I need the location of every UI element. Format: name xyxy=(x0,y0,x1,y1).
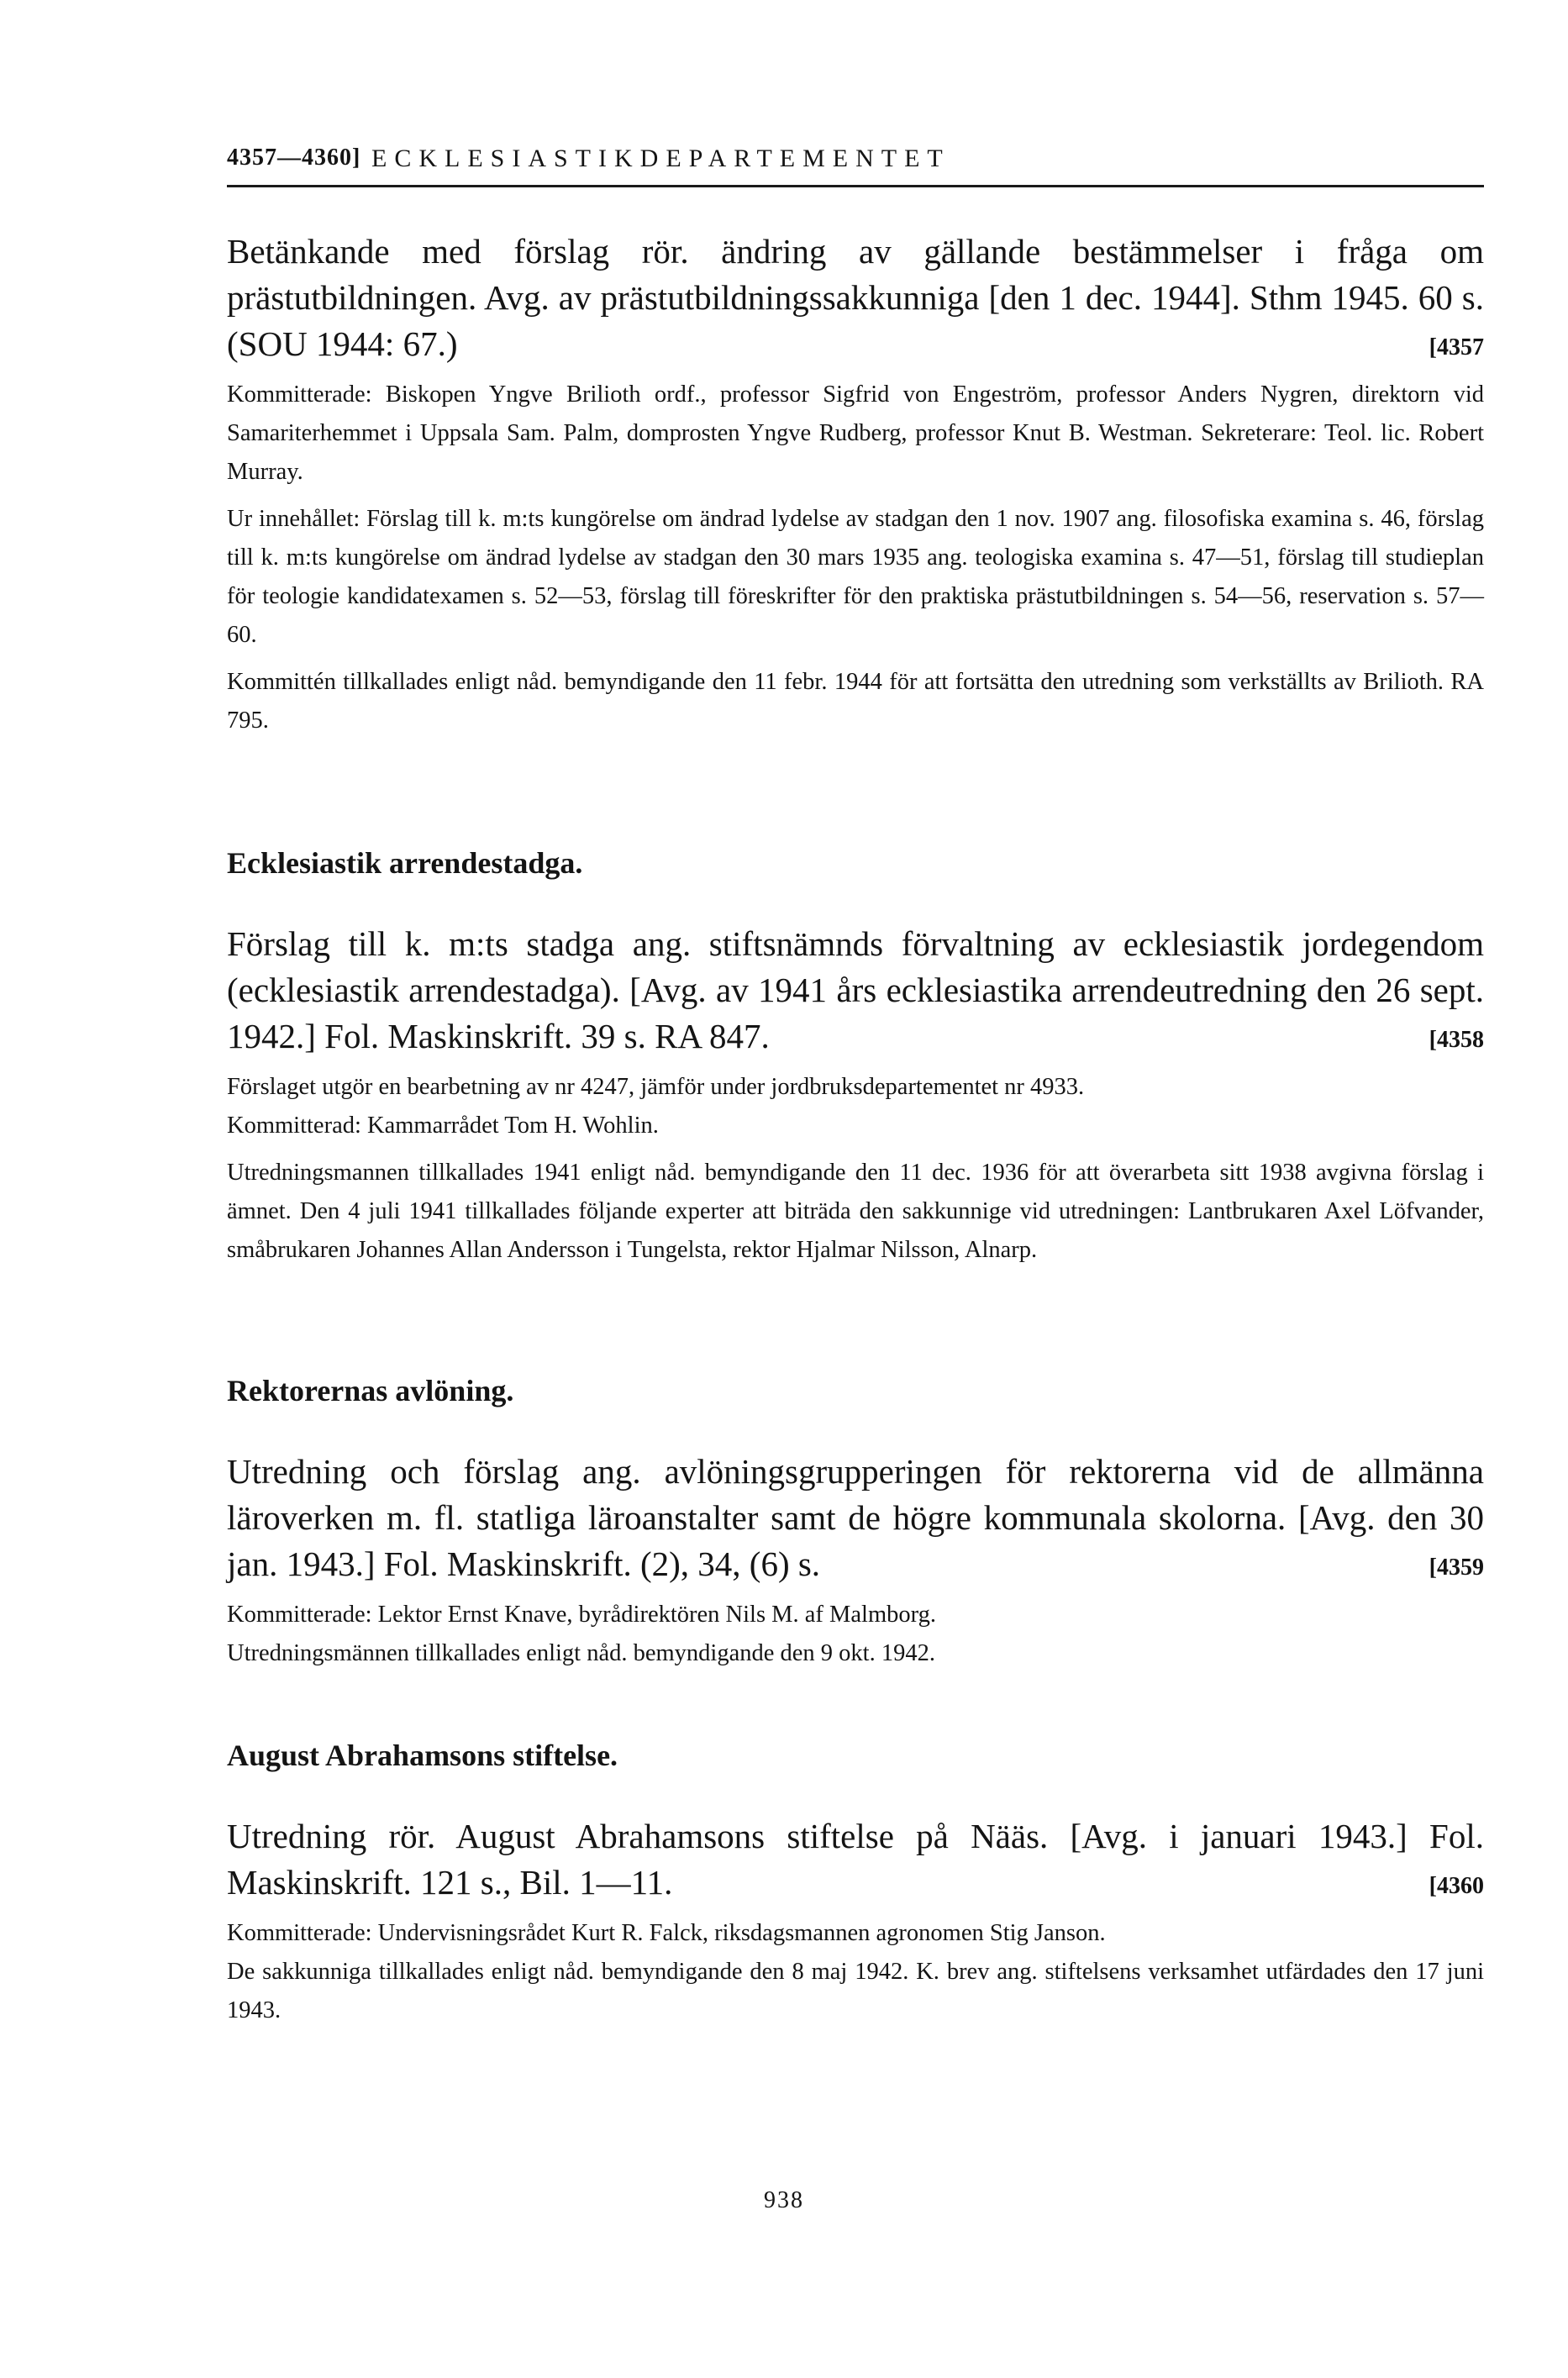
section-heading: Ecklesiastik arrendestadga. xyxy=(227,846,583,880)
entry-4357 xyxy=(227,229,1484,740)
appointment-note: Utredningsmännen tillkallades enligt nåd. bemyndigande den 9 okt. 1942. xyxy=(227,1640,935,1666)
appointment-note: Utredningsmannen tillkallades 1941 enligt nåd. bemyndigande den 11 dec. 1936 för att överarbeta sitt 1938 avgivna förslag i ämnet. Den 4 juli 1941 tillkallades följande experter att biträda den sakkunnige vid utredningen: Lantbrukaren Axel Löfvander, småbrukaren Johannes Allan Andersson i Tungelsta, rektor Hjalmar Nilsson, Alnarp. xyxy=(227,1160,1484,1263)
committee-note: Kommitterade: Biskopen Yngve Brilioth ordf., professor Sigfrid von Engeström, professor Anders Nygren, direktorn vid Samariterhemmet i Uppsala Sam. Palm, domprosten Yngve Rudberg, professor Knut B. Westman. Sekreterare: Teol. lic. Robert Murray. xyxy=(227,381,1484,485)
entry-number: [4359 xyxy=(1429,1555,1484,1581)
committee-note: Kommitterad: Kammarrådet Tom H. Wohlin. xyxy=(227,1113,659,1139)
appointment-note: Kommittén tillkallades enligt nåd. bemyndigande den 11 febr. 1944 för att fortsätta den utredning som verkställts av Brilioth. RA 795. xyxy=(227,669,1484,734)
entry-4359 xyxy=(227,1449,1484,1673)
remark-note: Förslaget utgör en bearbetning av nr 4247, jämför under jordbruksdepartementet nr 4933. xyxy=(227,1074,1085,1100)
entry-range: 4357—4360] xyxy=(227,145,361,171)
committee-note: Kommitterade: Undervisningsrådet Kurt R. Falck, riksdagsmannen agronomen Stig Janson. xyxy=(227,1920,1106,1946)
entry-title: Utredning rör. August Abrahamsons stiftelse på Nääs. [Avg. i januari 1943.] Fol. Maskinskrift. 121 s., Bil. 1—11. [4360 xyxy=(227,1813,1484,1906)
committee-note: Kommitterade: Lektor Ernst Knave, byrådirektören Nils M. af Malmborg. xyxy=(227,1602,936,1628)
entry-title: Förslag till k. m:ts stadga ang. stiftsnämnds förvaltning av ecklesiastik jordegendom (ecklesiastik arrendestadga). [Avg. av 1941 års ecklesiastika arrendeutredning den 26 sept. 1942.] Fol. Maskinskrift. 39 s. RA 847. [4358 xyxy=(227,921,1484,1060)
entry-number: [4360 xyxy=(1429,1873,1484,1899)
entry-4358 xyxy=(227,921,1484,1270)
entry-4360 xyxy=(227,1813,1484,2030)
page-number: 938 xyxy=(764,2187,804,2213)
entry-number: [4358 xyxy=(1429,1027,1484,1053)
appointment-note: De sakkunniga tillkallades enligt nåd. bemyndigande den 8 maj 1942. K. brev ang. stiftelsens verksamhet utfärdades den 17 juni 1943. xyxy=(227,1959,1484,2023)
entry-title: Betänkande med förslag rör. ändring av gällande bestämmelser i fråga om prästutbildningen. Avg. av prästutbildningssakkunniga [den 1 dec. 1944]. Sthm 1945. 60 s. (SOU 1944: 67.) [4357 xyxy=(227,229,1484,367)
section-heading: August Abrahamsons stiftelse. xyxy=(227,1739,618,1772)
running-header xyxy=(227,145,1484,187)
department-title: ECKLESIASTIKDEPARTEMENTET xyxy=(371,145,950,172)
section-heading: Rektorernas avlöning. xyxy=(227,1374,514,1407)
entry-title: Utredning och förslag ang. avlöningsgrupperingen för rektorerna vid de allmänna läroverken m. fl. statliga läroanstalter samt de högre kommunala skolorna. [Avg. den 30 jan. 1943.] Fol. Maskinskrift. (2), 34, (6) s. [4359 xyxy=(227,1449,1484,1587)
entry-number: [4357 xyxy=(1429,334,1484,360)
contents-note: Ur innehållet: Förslag till k. m:ts kungörelse om ändrad lydelse av stadgan den 1 nov. 1907 ang. filosofiska examina s. 46, förslag till k. m:ts kungörelse om ändrad lydelse av stadgan den 30 mars 1935 ang. teologiska examina s. 47—51, förslag till studieplan för teologie kandidatexamen s. 52—53, förslag till föreskrifter för den praktiska prästutbildningen s. 54—56, reservation s. 57—60. xyxy=(227,506,1484,648)
